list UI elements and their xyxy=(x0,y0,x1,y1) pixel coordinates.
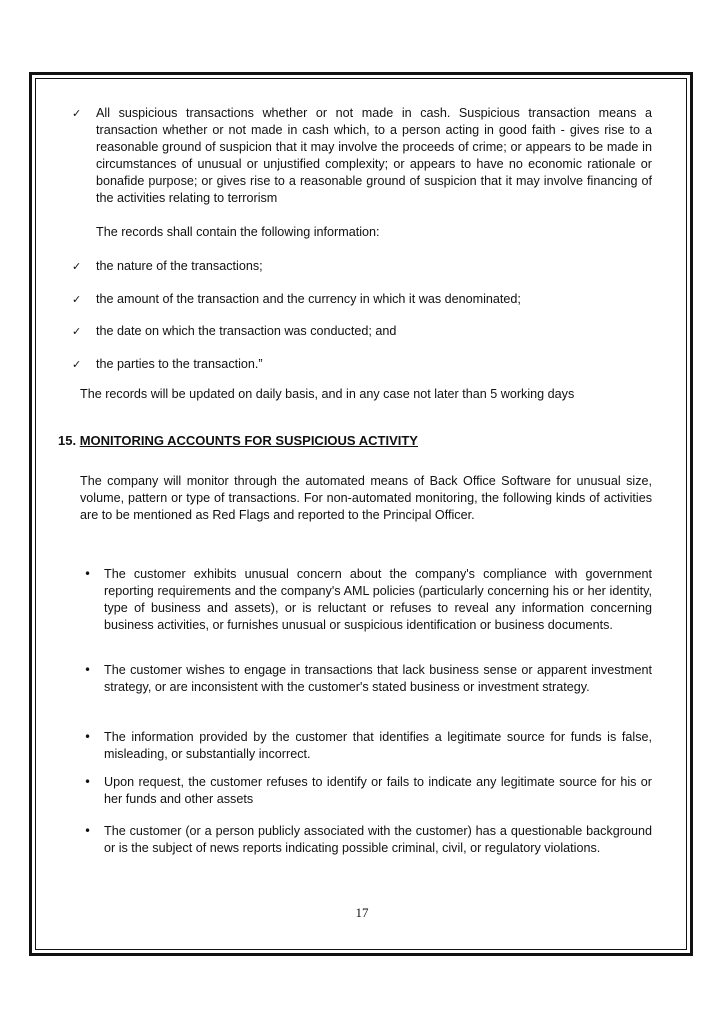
section-heading xyxy=(58,432,418,449)
bullet-text: Upon request, the customer refuses to identify or fails to indicate any legitimate source for his or her funds and other assets xyxy=(104,775,652,806)
bullet-text: The information provided by the customer that identifies a legitimate source for funds is false, misleading, or substantially incorrect. xyxy=(104,730,652,761)
bullet-text: The customer exhibits unusual concern about the company's compliance with government reporting requirements and the company's AML policies (particularly concerning his or her identity, type of business and assets), or is reluctant or refuses to reveal any information concerning business activities, or furnishes unusual or suspicious identification or business documents. xyxy=(104,567,652,632)
section-intro: The company will monitor through the automated means of Back Office Software for unusual size, volume, pattern or type of transactions. For non-automated monitoring, the following kinds of activities are to be mentioned as Red Flags and reported to the Principal Officer. xyxy=(80,474,652,522)
red-flag-bullet xyxy=(84,662,652,696)
checkmark-icon: ✓ xyxy=(72,260,82,273)
checkmark-icon: ✓ xyxy=(72,107,82,120)
records-intro: The records shall contain the following information: xyxy=(96,225,380,239)
bullet-icon: • xyxy=(84,567,92,581)
record-item-amount xyxy=(72,291,652,308)
red-flag-bullet xyxy=(84,774,652,808)
checkmark-icon: ✓ xyxy=(72,358,82,371)
bullet-icon: • xyxy=(84,730,92,744)
red-flag-bullet xyxy=(84,729,652,763)
record-item-text: the date on which the transaction was conducted; and xyxy=(96,324,397,338)
section-number: 15. xyxy=(58,433,77,448)
records-update-note: The records will be updated on daily basis, and in any case not later than 5 working days xyxy=(80,387,575,401)
bullet-icon: • xyxy=(84,824,92,838)
record-item-text: the amount of the transaction and the currency in which it was denominated; xyxy=(96,292,521,306)
record-item-text: the parties to the transaction.” xyxy=(96,357,263,371)
checkmark-icon: ✓ xyxy=(72,325,82,338)
bullet-icon: • xyxy=(84,663,92,677)
checkmark-icon: ✓ xyxy=(72,293,82,306)
record-item-date xyxy=(72,323,652,340)
red-flag-bullet xyxy=(84,823,652,857)
red-flag-bullet xyxy=(84,566,652,634)
check-item-text: All suspicious transactions whether or not made in cash. Suspicious transaction means a transaction whether or not made in cash which, to a person acting in good faith - gives rise to a reasonable ground of suspicion that it may involve the proceeds of crime; or appears to be made in circumstances of unusual or unjustified complexity; or appears to have no economic rationale or bonafide purpose; or gives rise to a reasonable ground of suspicion that it may involve financing of the activities relating to terrorism xyxy=(96,106,652,205)
record-item-nature xyxy=(72,258,652,275)
bullet-text: The customer wishes to engage in transactions that lack business sense or apparent investment strategy, or are inconsistent with the customer's stated business or investment strategy. xyxy=(104,663,652,694)
section-title: MONITORING ACCOUNTS FOR SUSPICIOUS ACTIVITY xyxy=(79,433,418,448)
page-number: 17 xyxy=(355,905,369,920)
bullet-icon: • xyxy=(84,775,92,789)
bullet-text: The customer (or a person publicly associated with the customer) has a questionable background or is the subject of news reports indicating possible criminal, civil, or regulatory violations. xyxy=(104,824,652,855)
check-item-suspicious-transactions xyxy=(72,105,652,207)
record-item-text: the nature of the transactions; xyxy=(96,259,263,273)
record-item-parties xyxy=(72,356,652,373)
